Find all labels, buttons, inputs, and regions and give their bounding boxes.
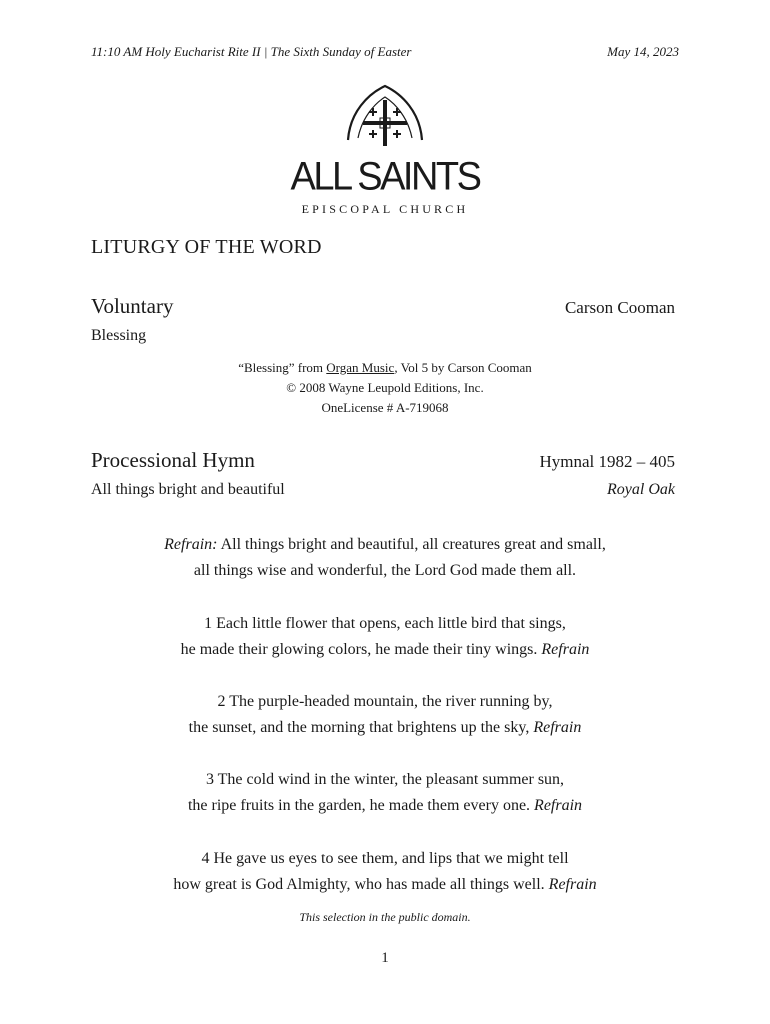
processional-hymnal: Hymnal 1982 – 405: [539, 452, 675, 471]
hymn-tune: Royal Oak: [607, 481, 675, 498]
credit-line: “Blessing” from Organ Music, Vol 5 by Carson Cooman: [238, 360, 532, 375]
copyright-line: © 2008 Wayne Leupold Editions, Inc.: [286, 380, 484, 395]
refrain-label: Refrain:: [164, 536, 218, 553]
hymn-verse: 1 Each little flower that opens, each little bird that sings, he made their glowing colors, he made their tiny wings. Refrain: [180, 615, 590, 658]
processional-sub-row: [91, 481, 675, 499]
page-header: [91, 44, 679, 60]
arch-cross-icon: [250, 82, 520, 162]
hymn-refrain: Refrain: All things bright and beautiful, all creatures great and small, all things wise and wonderful, the Lord God made them all.: [164, 536, 606, 579]
processional-title: Processional Hymn: [91, 448, 255, 472]
credit-source: Organ Music: [326, 360, 395, 375]
page-number: 1: [381, 950, 389, 966]
hymn-verse: 3 The cold wind in the winter, the pleasant summer sun, the ripe fruits in the garden, he made them every one. Refrain: [187, 771, 583, 814]
voluntary-heading: [91, 294, 675, 319]
service-title: 11:10 AM Holy Eucharist Rite II | The Sixth Sunday of Easter: [91, 44, 412, 59]
section-title: LITURGY OF THE WORD: [91, 236, 322, 258]
license-line: OneLicense # A-719068: [321, 400, 449, 415]
voluntary-title: Voluntary: [91, 294, 174, 318]
public-domain-note: This selection in the public domain.: [299, 910, 471, 924]
service-date: May 14, 2023: [607, 44, 679, 59]
church-logo: [250, 82, 520, 222]
processional-heading: [91, 448, 675, 473]
hymn-verse: 4 He gave us eyes to see them, and lips that we might tell how great is God Almighty, who has made all things well. Refrain: [173, 850, 597, 893]
hymn-verse: 2 The purple-headed mountain, the river running by, the sunset, and the morning that brightens up the sky, Refrain: [188, 693, 582, 736]
voluntary-piece-row: [91, 327, 675, 345]
voluntary-piece: Blessing: [91, 327, 147, 344]
logo-wordmark: ALL SAINTS: [290, 154, 480, 200]
voluntary-composer: Carson Cooman: [564, 298, 675, 317]
hymn-title: All things bright and beautiful: [91, 481, 285, 498]
logo-subtitle: EPISCOPAL CHURCH: [301, 202, 469, 216]
voluntary-credits: [0, 358, 770, 418]
